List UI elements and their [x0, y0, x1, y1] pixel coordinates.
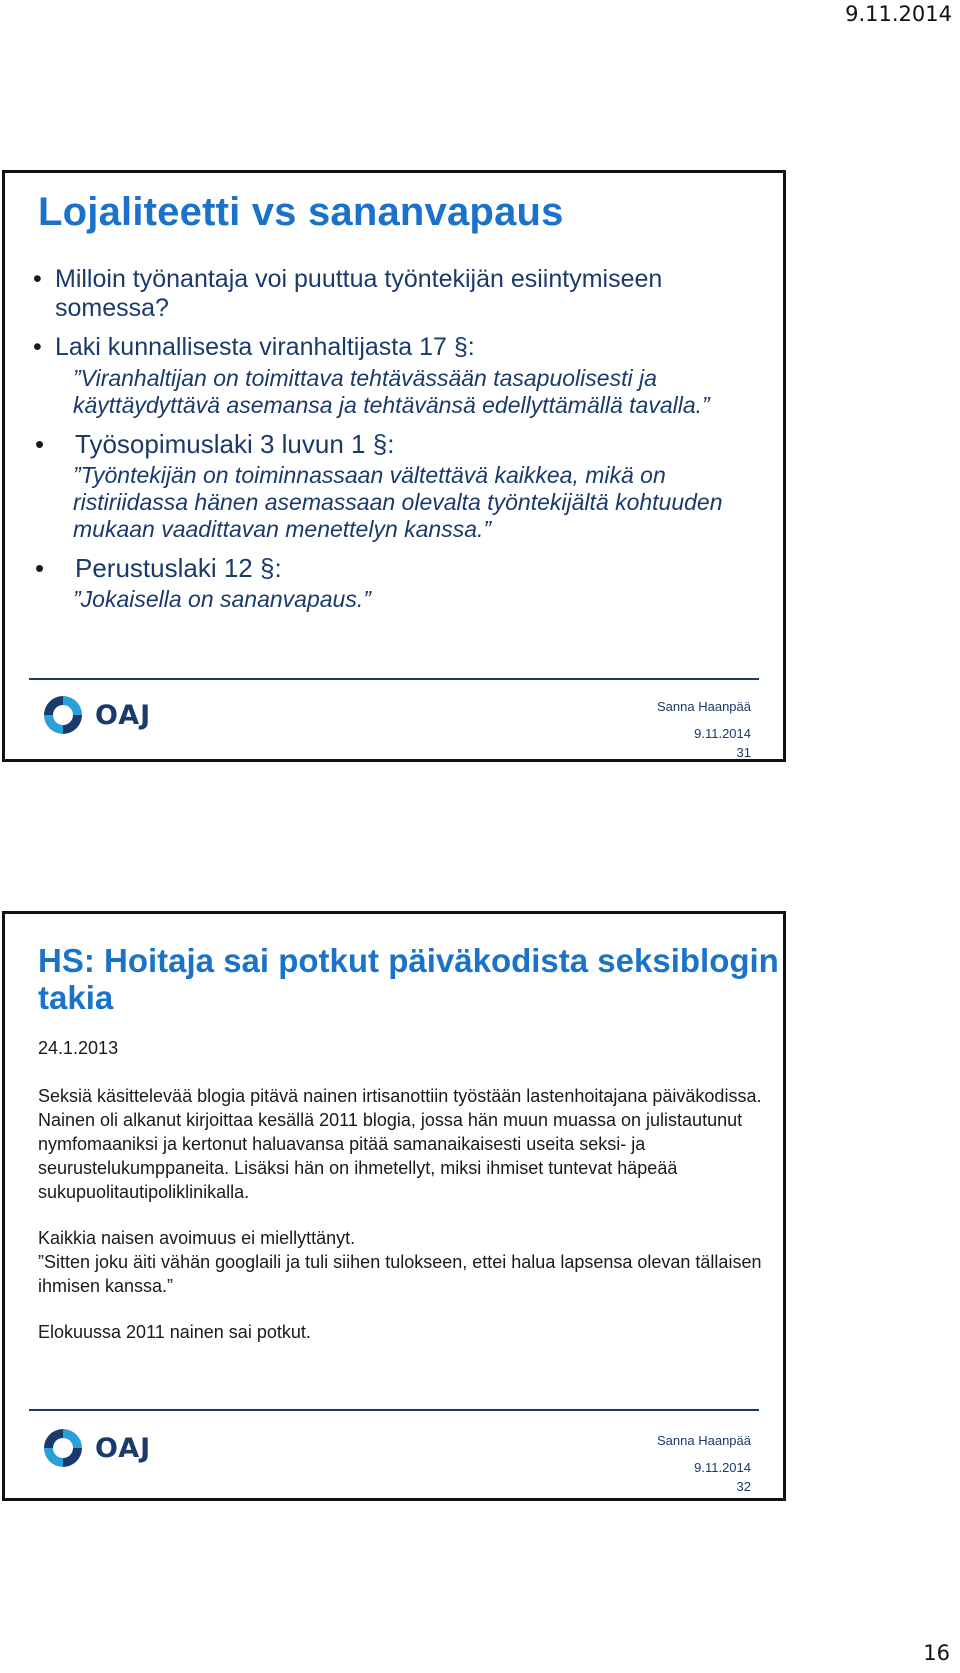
article-paragraph: Elokuussa 2011 nainen sai potkut.	[38, 1322, 311, 1342]
bullet-text: Laki kunnallisesta viranhaltijasta 17	[55, 333, 454, 361]
footer-divider	[29, 1409, 759, 1411]
bullet-text-end: :	[467, 333, 475, 361]
author-name: Sanna Haanpää	[657, 699, 751, 714]
section-sign: §	[372, 429, 388, 459]
bullet-item	[29, 265, 769, 323]
slide-title: HS: Hoitaja sai potkut päiväkodista seksiblogin takia	[38, 942, 779, 1016]
oaj-logo-icon	[41, 693, 85, 737]
article-date: 24.1.2013	[38, 1038, 119, 1058]
slide-body	[38, 1036, 768, 1344]
section-sign: §	[259, 553, 275, 583]
oaj-logo-icon	[41, 1426, 85, 1470]
slide-date: 9.11.2014	[694, 1460, 751, 1475]
bullet-text: Työsopimuslaki 3 luvun 1	[75, 429, 373, 459]
law-quote: ”Työntekijän on toiminnassaan vältettävä kaikkea, mikä on ristiriidassa hänen asemassaan olevalta työntekijältä kohtuuden mukaan vaadittavan menettelyn kanssa.”	[73, 462, 723, 542]
article-paragraph	[38, 1226, 768, 1298]
slide-meta	[657, 1431, 751, 1496]
law-quote: ”Jokaisella on sananvapaus.”	[73, 586, 371, 612]
section-sign: §	[453, 333, 468, 361]
law-quote: ”Viranhaltijan on toimittava tehtävässään tasapuolisesti ja käyttäydyttävä asemansa ja tehtävänsä edellyttämällä tavalla.”	[73, 365, 710, 418]
logo-wordmark: OAJ	[95, 1432, 152, 1464]
footer-divider	[29, 678, 759, 680]
oaj-logo	[41, 693, 151, 737]
slide-body	[29, 265, 769, 613]
slide-31	[2, 170, 786, 762]
bullet-text: Perustuslaki 12	[75, 553, 260, 583]
article-paragraph: Seksiä käsittelevää blogia pitävä nainen irtisanottiin työstään lastenhoitajana päiväkodissa. Nainen oli alkanut kirjoittaa kesällä 2011 blogia, jossa hän muun muassa on julistautunut nymfomaaniksi ja kertonut haluavansa pitää samanaikaisesti useita seksi- ja seurustelukumppaneita. Lisäksi hän on ihmetellyt, miksi ihmiset tuntevat häpeää sukupuolitautipoliklinikalla.	[38, 1086, 762, 1202]
article-quote: ”Sitten joku äiti vähän googlaili ja tuli siihen tulokseen, ettei halua lapsensa olevan tällaisen ihmisen kanssa.”	[38, 1252, 762, 1296]
author-name: Sanna Haanpää	[657, 1433, 751, 1448]
page-number: 16	[923, 1641, 950, 1665]
oaj-logo	[41, 1426, 151, 1470]
slide-number: 31	[736, 745, 751, 760]
bullet-text: Milloin työnantaja voi puuttua työntekijän esiintymiseen somessa?	[55, 265, 663, 322]
slide-meta	[657, 697, 751, 762]
bullet-text-end: :	[274, 553, 282, 583]
slide-title: Lojaliteetti vs sananvapaus	[38, 190, 564, 234]
article-line: Kaikkia naisen avoimuus ei miellyttänyt.	[38, 1228, 356, 1248]
slide-date: 9.11.2014	[694, 726, 751, 741]
bullet-item	[29, 429, 769, 459]
page-date: 9.11.2014	[845, 2, 952, 26]
slide-32	[2, 911, 786, 1501]
logo-wordmark: OAJ	[95, 699, 152, 731]
slide-number: 32	[736, 1479, 751, 1494]
bullet-item	[29, 333, 769, 362]
bullet-text-end: :	[387, 429, 395, 459]
bullet-item	[29, 553, 769, 583]
